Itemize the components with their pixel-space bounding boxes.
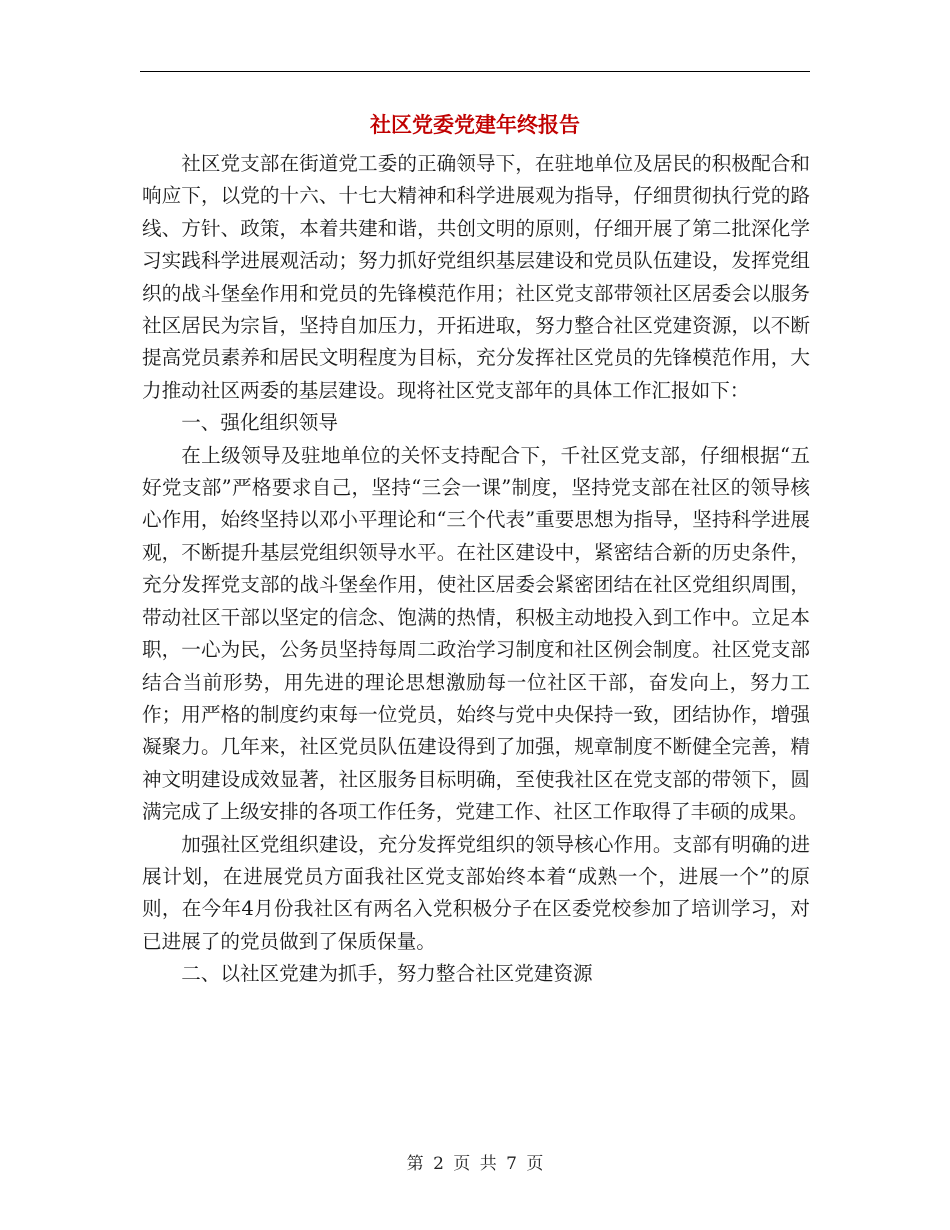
header-rule (140, 71, 810, 72)
page-number-footer: 第 2 页 共 7 页 (406, 1154, 544, 1174)
paragraph-party-building: 加强社区党组织建设，充分发挥党组织的领导核心作用。支部有明确的进展计划，在进展党员方面我社区党支部始终本着“成熟一个，进展一个”的原则，在今年4月份我社区有两名入党积极分子在区委党校参加了培训学习，对已进展了的党员做到了保质保量。 (142, 832, 810, 953)
document-body (142, 148, 810, 991)
section-heading-1: 一、强化组织领导 (181, 411, 338, 435)
paragraph-section-1: 在上级领导及驻地单位的关怀支持配合下，千社区党支部，仔细根据“五好党支部”严格要求自己，坚持“三会一课”制度，坚持党支部在社区的领导核心作用，始终坚持以邓小平理论和“三个代表”重要思想为指导，坚持科学进展观，不断提升基层党组织领导水平。在社区建设中，紧密结合新的历史条件，充分发挥党支部的战斗堡垒作用，使社区居委会紧密团结在社区党组织周围，带动社区干部以坚定的信念、饱满的热情，积极主动地投入到工作中。立足本职，一心为民，公务员坚持每周二政治学习制度和社区例会制度。社区党支部结合当前形势，用先进的理论思想激励每一位社区干部，奋发向上，努力工作；用严格的制度约束每一位党员，始终与党中央保持一致，团结协作，增强凝聚力。几年来，社区党员队伍建设得到了加强，规章制度不断健全完善，精神文明建设成效显著，社区服务目标明确，至使我社区在党支部的带领下，圆满完成了上级安排的各项工作任务，党建工作、社区工作取得了丰硕的成果。 (142, 443, 810, 824)
section-heading-2: 二、以社区党建为抓手，努力整合社区党建资源 (181, 962, 593, 986)
paragraph-intro: 社区党支部在街道党工委的正确领导下，在驻地单位及居民的积极配合和响应下，以党的十六、十七大精神和科学进展观为指导，仔细贯彻执行党的路线、方针、政策，本着共建和谐，共创文明的原则，仔细开展了第二批深化学习实践科学进展观活动；努力抓好党组织基层建设和党员队伍建设，发挥党组织的战斗堡垒作用和党员的先锋模范作用；社区党支部带领社区居委会以服务社区居民为宗旨，坚持自加压力，开拓进取，努力整合社区党建资源，以不断提高党员素养和居民文明程度为目标，充分发挥社区党员的先锋模范作用，大力推动社区两委的基层建设。现将社区党支部年的具体工作汇报如下： (142, 152, 810, 402)
document-title: 社区党委党建年终报告 (370, 112, 580, 137)
